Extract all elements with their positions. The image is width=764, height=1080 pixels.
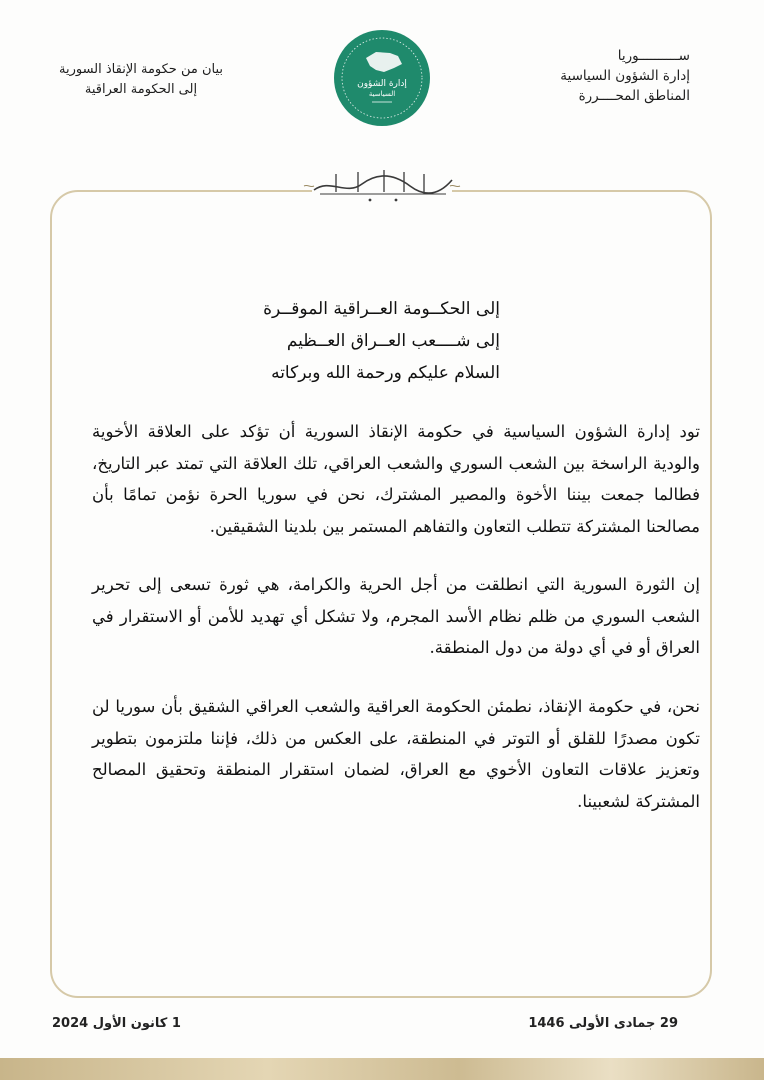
gregorian-date: 1 كانون الأول 2024: [52, 1016, 181, 1031]
statement-title: بيان من حكومة الإنقاذ السورية: [58, 62, 224, 77]
greeting-line: إلى شــــعب العــراق العــظيم: [286, 331, 500, 351]
body-paragraph-2: إن الثورة السورية التي انطلقت من أجل الحرية والكرامة، هي ثورة تسعى إلى تحرير الشعب السوري من ظلم نظام الأسد المجرم، ولا تشكل أي تهديد للأمن أو الاستقرار في العراق أو في أي دولة من دول المنطقة.: [92, 575, 700, 657]
svg-text:إدارة الشؤون: إدارة الشؤون: [357, 79, 407, 89]
body-paragraph-3: نحن، في حكومة الإنقاذ، نطمئن الحكومة العراقية والشعب العراقي الشقيق بأن سوريا لن تكون مصدرًا للقلق أو التوتر في المنطقة، على العكس من ذلك، فإننا ملتزمون بتطوير وتعزيز علاقات التعاون الأخوي مع العراق، لضمان استقرار المنطقة وتحقيق المصالح المشتركة لشعبينا.: [92, 697, 700, 811]
basmala-calligraphy: [300, 160, 464, 208]
statement-header: [46, 60, 236, 100]
statement-recipient: إلى الحكومة العراقية: [84, 82, 198, 97]
decorative-bottom-band: [0, 1058, 764, 1080]
greeting-block: [120, 293, 500, 389]
svg-text:السياسية: السياسية: [368, 90, 396, 98]
issuer-header: [520, 46, 690, 106]
body-paragraph-1: تود إدارة الشؤون السياسية في حكومة الإنقاذ السورية أن تؤكد على العلاقة الأخوية والودية الراسخة بين الشعب السوري والشعب العراقي، تلك العلاقة التي تمتد عبر التاريخ، فطالما جمعت بيننا الأخوة والمصير المشترك، نحن في سوريا الحرة نؤمن تمامًا بأن مصالحنا المشتركة تتطلب التعاون والتفاهم المستمر بين بلدينا الشقيقين.: [92, 422, 700, 536]
greeting-line: السلام عليكم ورحمة الله وبركاته: [271, 363, 500, 383]
department-emblem-logo: [332, 28, 432, 128]
issuer-region: المناطق المحــــررة: [578, 88, 690, 104]
issuer-country: ســــــــــوريا: [617, 48, 690, 64]
issuer-department: إدارة الشؤون السياسية: [560, 68, 690, 84]
greeting-line: إلى الحكــومة العــراقية الموقــرة: [263, 299, 500, 319]
hijri-date: 29 جمادى الأولى 1446: [528, 1016, 678, 1031]
